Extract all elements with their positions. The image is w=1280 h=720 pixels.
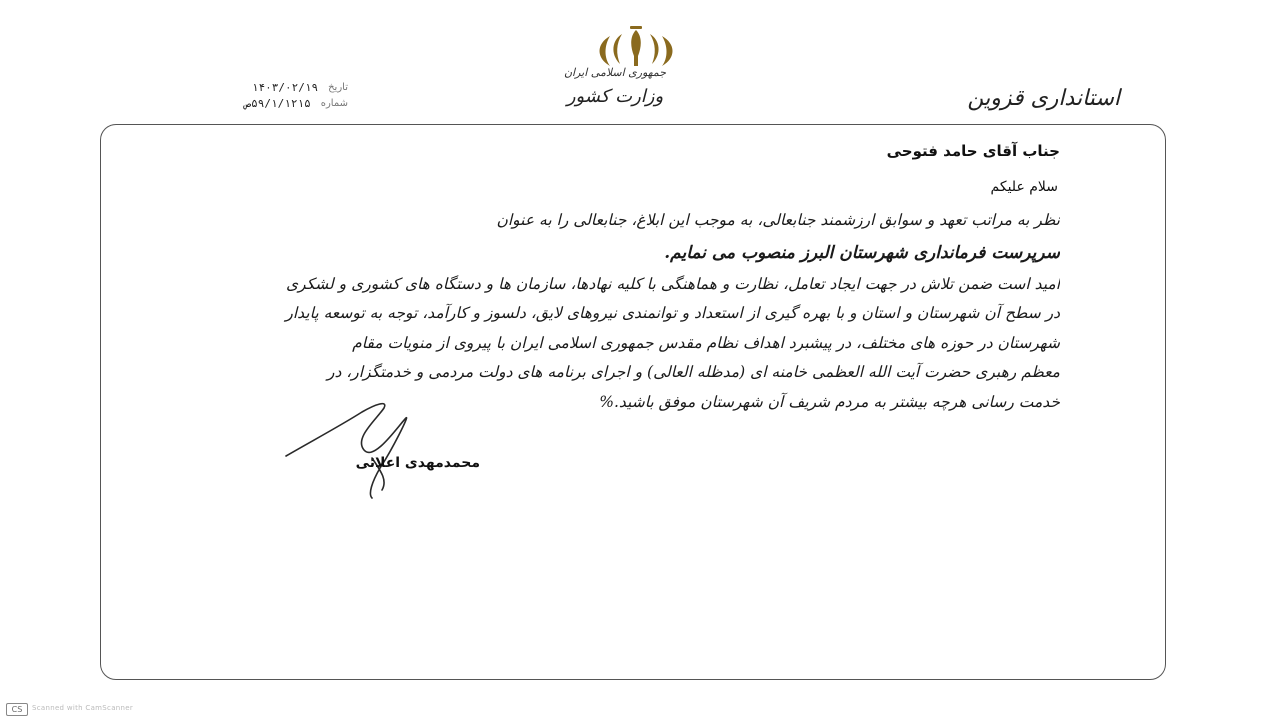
appointment-line: سرپرست فرمانداری شهرستان البرز منصوب می نمایم. — [664, 242, 1060, 263]
recipient-line: جناب آقای حامد فتوحی — [886, 142, 1060, 160]
date-value: ۱۴۰۳/۰۲/۱۹ — [251, 81, 319, 94]
body-line: خدمت رسانی هرچه بیشتر به مردم شریف آن شهرستان موفق باشید.% — [599, 392, 1060, 411]
iran-emblem-icon — [586, 26, 686, 70]
signature-mark — [280, 398, 440, 502]
body-line: در سطح آن شهرستان و استان و با بهره گیری از استعداد و توانمندی نیروهای لایق، دلسوز و کارآمد، توجه به توسعه پایدار — [285, 304, 1060, 322]
number-label: شماره — [320, 98, 348, 109]
scanner-watermark: Scanned with CamScanner — [32, 704, 134, 712]
date-label: تاریخ — [328, 82, 348, 93]
body-line: معظم رهبری حضرت آیت الله العظمی خامنه ای (مدظله العالی) و اجرای برنامه های دولت مردمی و خدمتگزار، در — [326, 363, 1060, 381]
body-line: نظر به مراتب تعهد و سوابق ارزشمند جنابعالی، به موجب این ابلاغ، جنابعالی را به عنوان — [496, 211, 1060, 229]
signer-name: محمدمهدی اعلائی — [355, 455, 480, 471]
camscanner-logo-icon: CS — [6, 703, 28, 716]
body-line: امید است ضمن تلاش در جهت ایجاد تعامل، نظارت و هماهنگی با کلیه نهادها، سازمان ها و دستگاه های کشوری و لشکری — [285, 274, 1060, 293]
salutation: سلام علیکم — [990, 179, 1058, 195]
number-row — [138, 96, 348, 112]
number-value: ۵۹/۱/۱۲۱۵ص — [244, 97, 311, 110]
date-row — [138, 80, 348, 96]
body-line: شهرستان در حوزه های مختلف، در پیشبرد اهداف نظام مقدس جمهوری اسلامی ایران با پیروی از منویات مقام — [352, 333, 1060, 352]
letter-meta — [138, 80, 348, 112]
government-name: جمهوری اسلامی ایران — [563, 66, 667, 79]
letter-body — [180, 206, 1060, 417]
ministry-name: وزارت کشور — [566, 86, 664, 107]
governorate-name: استانداری قزوین — [967, 86, 1120, 111]
